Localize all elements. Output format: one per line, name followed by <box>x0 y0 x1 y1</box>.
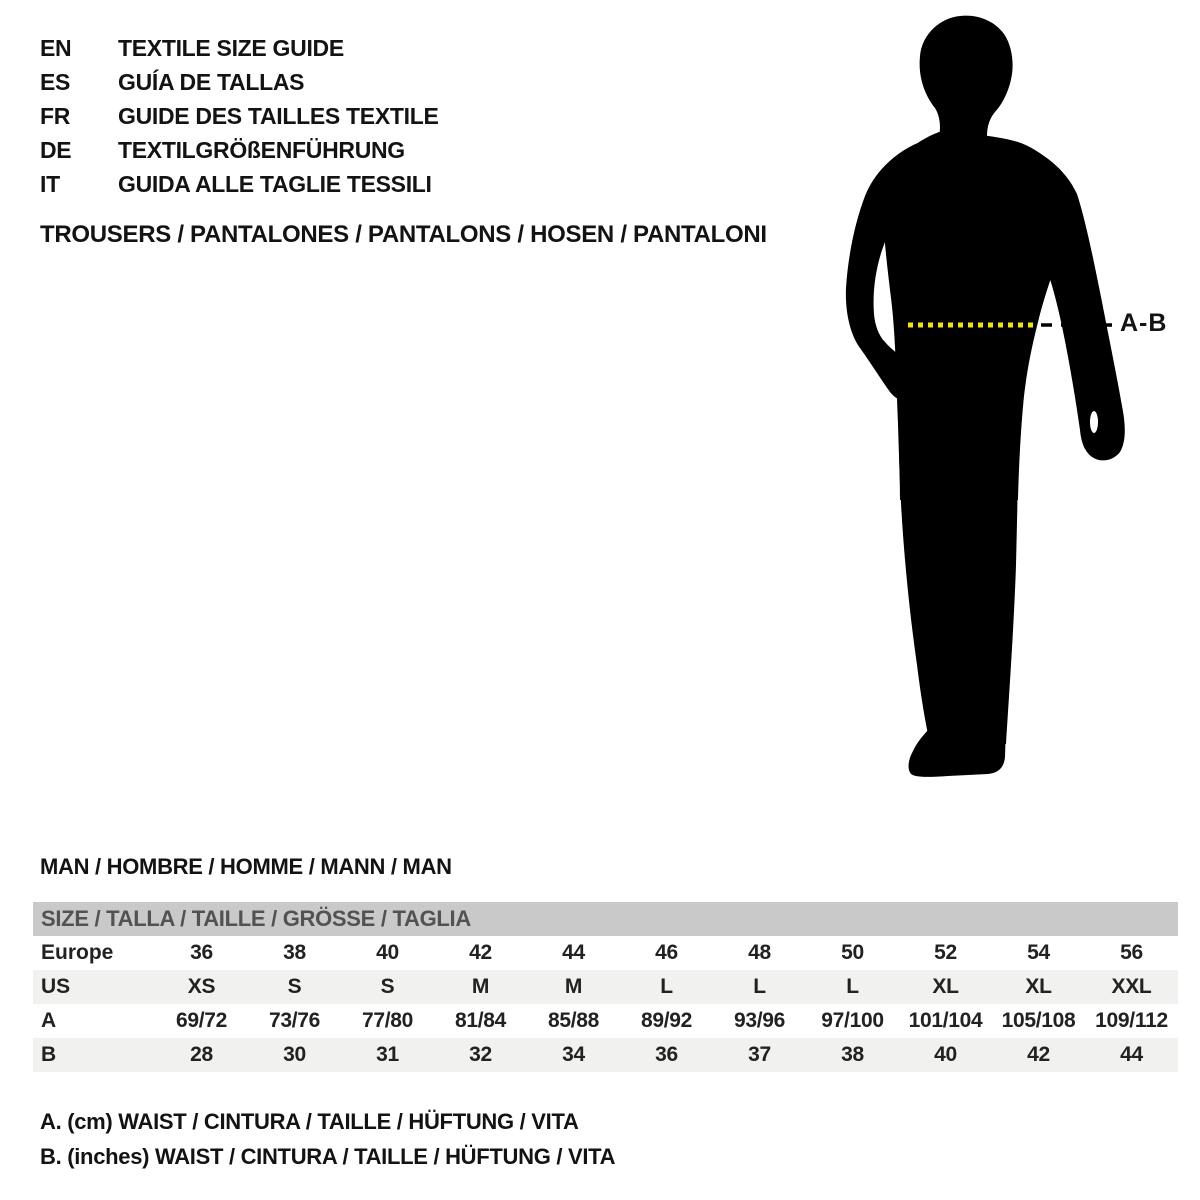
size-cell: 101/104 <box>908 1009 983 1032</box>
table-row-b-inches <box>33 1038 1178 1072</box>
gender-section-title: MAN / HOMBRE / HOMME / MANN / MAN <box>40 854 452 879</box>
size-cell: 52 <box>934 941 957 964</box>
size-cell: 69/72 <box>175 1009 228 1032</box>
footnote-a: A. (cm) WAIST / CINTURA / TAILLE / HÜFTUNG / VITA <box>40 1109 579 1134</box>
size-table <box>33 902 1178 1072</box>
size-cell: 31 <box>376 1043 399 1066</box>
size-cell: 48 <box>748 941 771 964</box>
size-cell: 40 <box>934 1043 957 1066</box>
size-cell: 32 <box>469 1043 492 1066</box>
silhouette-hand-gap <box>1090 411 1098 433</box>
size-cell: 38 <box>841 1043 864 1066</box>
size-cell: 105/108 <box>1001 1009 1076 1032</box>
size-cell: M <box>471 975 490 998</box>
size-cell: XXL <box>1111 975 1152 998</box>
table-row-us <box>33 970 1178 1004</box>
language-list <box>40 31 439 201</box>
size-cell: S <box>287 975 302 998</box>
row-label-b: B <box>41 1043 57 1066</box>
size-cell: 37 <box>748 1043 771 1066</box>
size-cell: 77/80 <box>361 1009 414 1032</box>
language-code: FR <box>40 103 71 129</box>
row-label-us: US <box>41 975 71 998</box>
language-row-es <box>40 65 439 99</box>
man-silhouette-figure <box>820 0 1200 790</box>
size-cell: L <box>846 975 859 998</box>
size-cell: 34 <box>562 1043 585 1066</box>
guide-title-it: GUIDA ALLE TAGLIE TESSILI <box>118 171 432 197</box>
size-cell: XL <box>932 975 959 998</box>
size-cell: L <box>753 975 766 998</box>
table-row-europe <box>33 936 1178 970</box>
language-code: IT <box>40 171 60 197</box>
language-row-it <box>40 167 439 201</box>
size-cell: 30 <box>283 1043 306 1066</box>
size-cell: 73/76 <box>268 1009 321 1032</box>
size-cell: 85/88 <box>547 1009 600 1032</box>
size-cell: L <box>660 975 673 998</box>
size-cell: 89/92 <box>640 1009 693 1032</box>
size-cell: 56 <box>1120 941 1143 964</box>
silhouette-head <box>920 16 1013 136</box>
size-cell: XS <box>187 975 216 998</box>
silhouette-shoe <box>909 724 1006 777</box>
size-cell: 36 <box>655 1043 678 1066</box>
language-row-en <box>40 31 439 65</box>
size-cell: 36 <box>190 941 213 964</box>
man-silhouette-icon <box>820 0 1200 790</box>
table-row-a-cm <box>33 1004 1178 1038</box>
footnote-b: B. (inches) WAIST / CINTURA / TAILLE / HÜFTUNG / VITA <box>40 1144 616 1169</box>
size-cell: 54 <box>1027 941 1050 964</box>
category-title: TROUSERS / PANTALONES / PANTALONS / HOSEN / PANTALONI <box>40 221 767 248</box>
silhouette-legs <box>899 448 1018 744</box>
size-cell: M <box>564 975 583 998</box>
size-cell: S <box>380 975 395 998</box>
size-cell: 81/84 <box>454 1009 507 1032</box>
guide-title-de: TEXTILGRÖßENFÜHRUNG <box>118 137 405 163</box>
row-label-a: A <box>41 1009 57 1032</box>
size-cell: 97/100 <box>821 1009 884 1032</box>
size-cell: 46 <box>655 941 678 964</box>
size-cell: 50 <box>841 941 864 964</box>
language-row-fr <box>40 99 439 133</box>
size-cell: 42 <box>1027 1043 1050 1066</box>
language-row-de <box>40 133 439 167</box>
row-label-europe: Europe <box>41 941 114 964</box>
size-cell: XL <box>1025 975 1052 998</box>
language-code: ES <box>40 69 71 95</box>
size-cell: 93/96 <box>733 1009 786 1032</box>
size-table-header: SIZE / TALLA / TAILLE / GRÖSSE / TAGLIA <box>33 902 1178 936</box>
guide-title-es: GUÍA DE TALLAS <box>118 69 305 95</box>
size-cell: 44 <box>562 941 585 964</box>
language-code: DE <box>40 137 72 163</box>
guide-title-fr: GUIDE DES TAILLES TEXTILE <box>118 103 439 129</box>
size-cell: 38 <box>283 941 306 964</box>
size-cell: 109/112 <box>1095 1009 1168 1032</box>
size-cell: 40 <box>376 941 399 964</box>
size-cell: 44 <box>1120 1043 1143 1066</box>
guide-title-en: TEXTILE SIZE GUIDE <box>118 35 344 61</box>
measure-label-ab: A-B <box>1120 309 1168 337</box>
size-cell: 28 <box>190 1043 213 1066</box>
size-cell: 42 <box>469 941 492 964</box>
language-code: EN <box>40 35 72 61</box>
